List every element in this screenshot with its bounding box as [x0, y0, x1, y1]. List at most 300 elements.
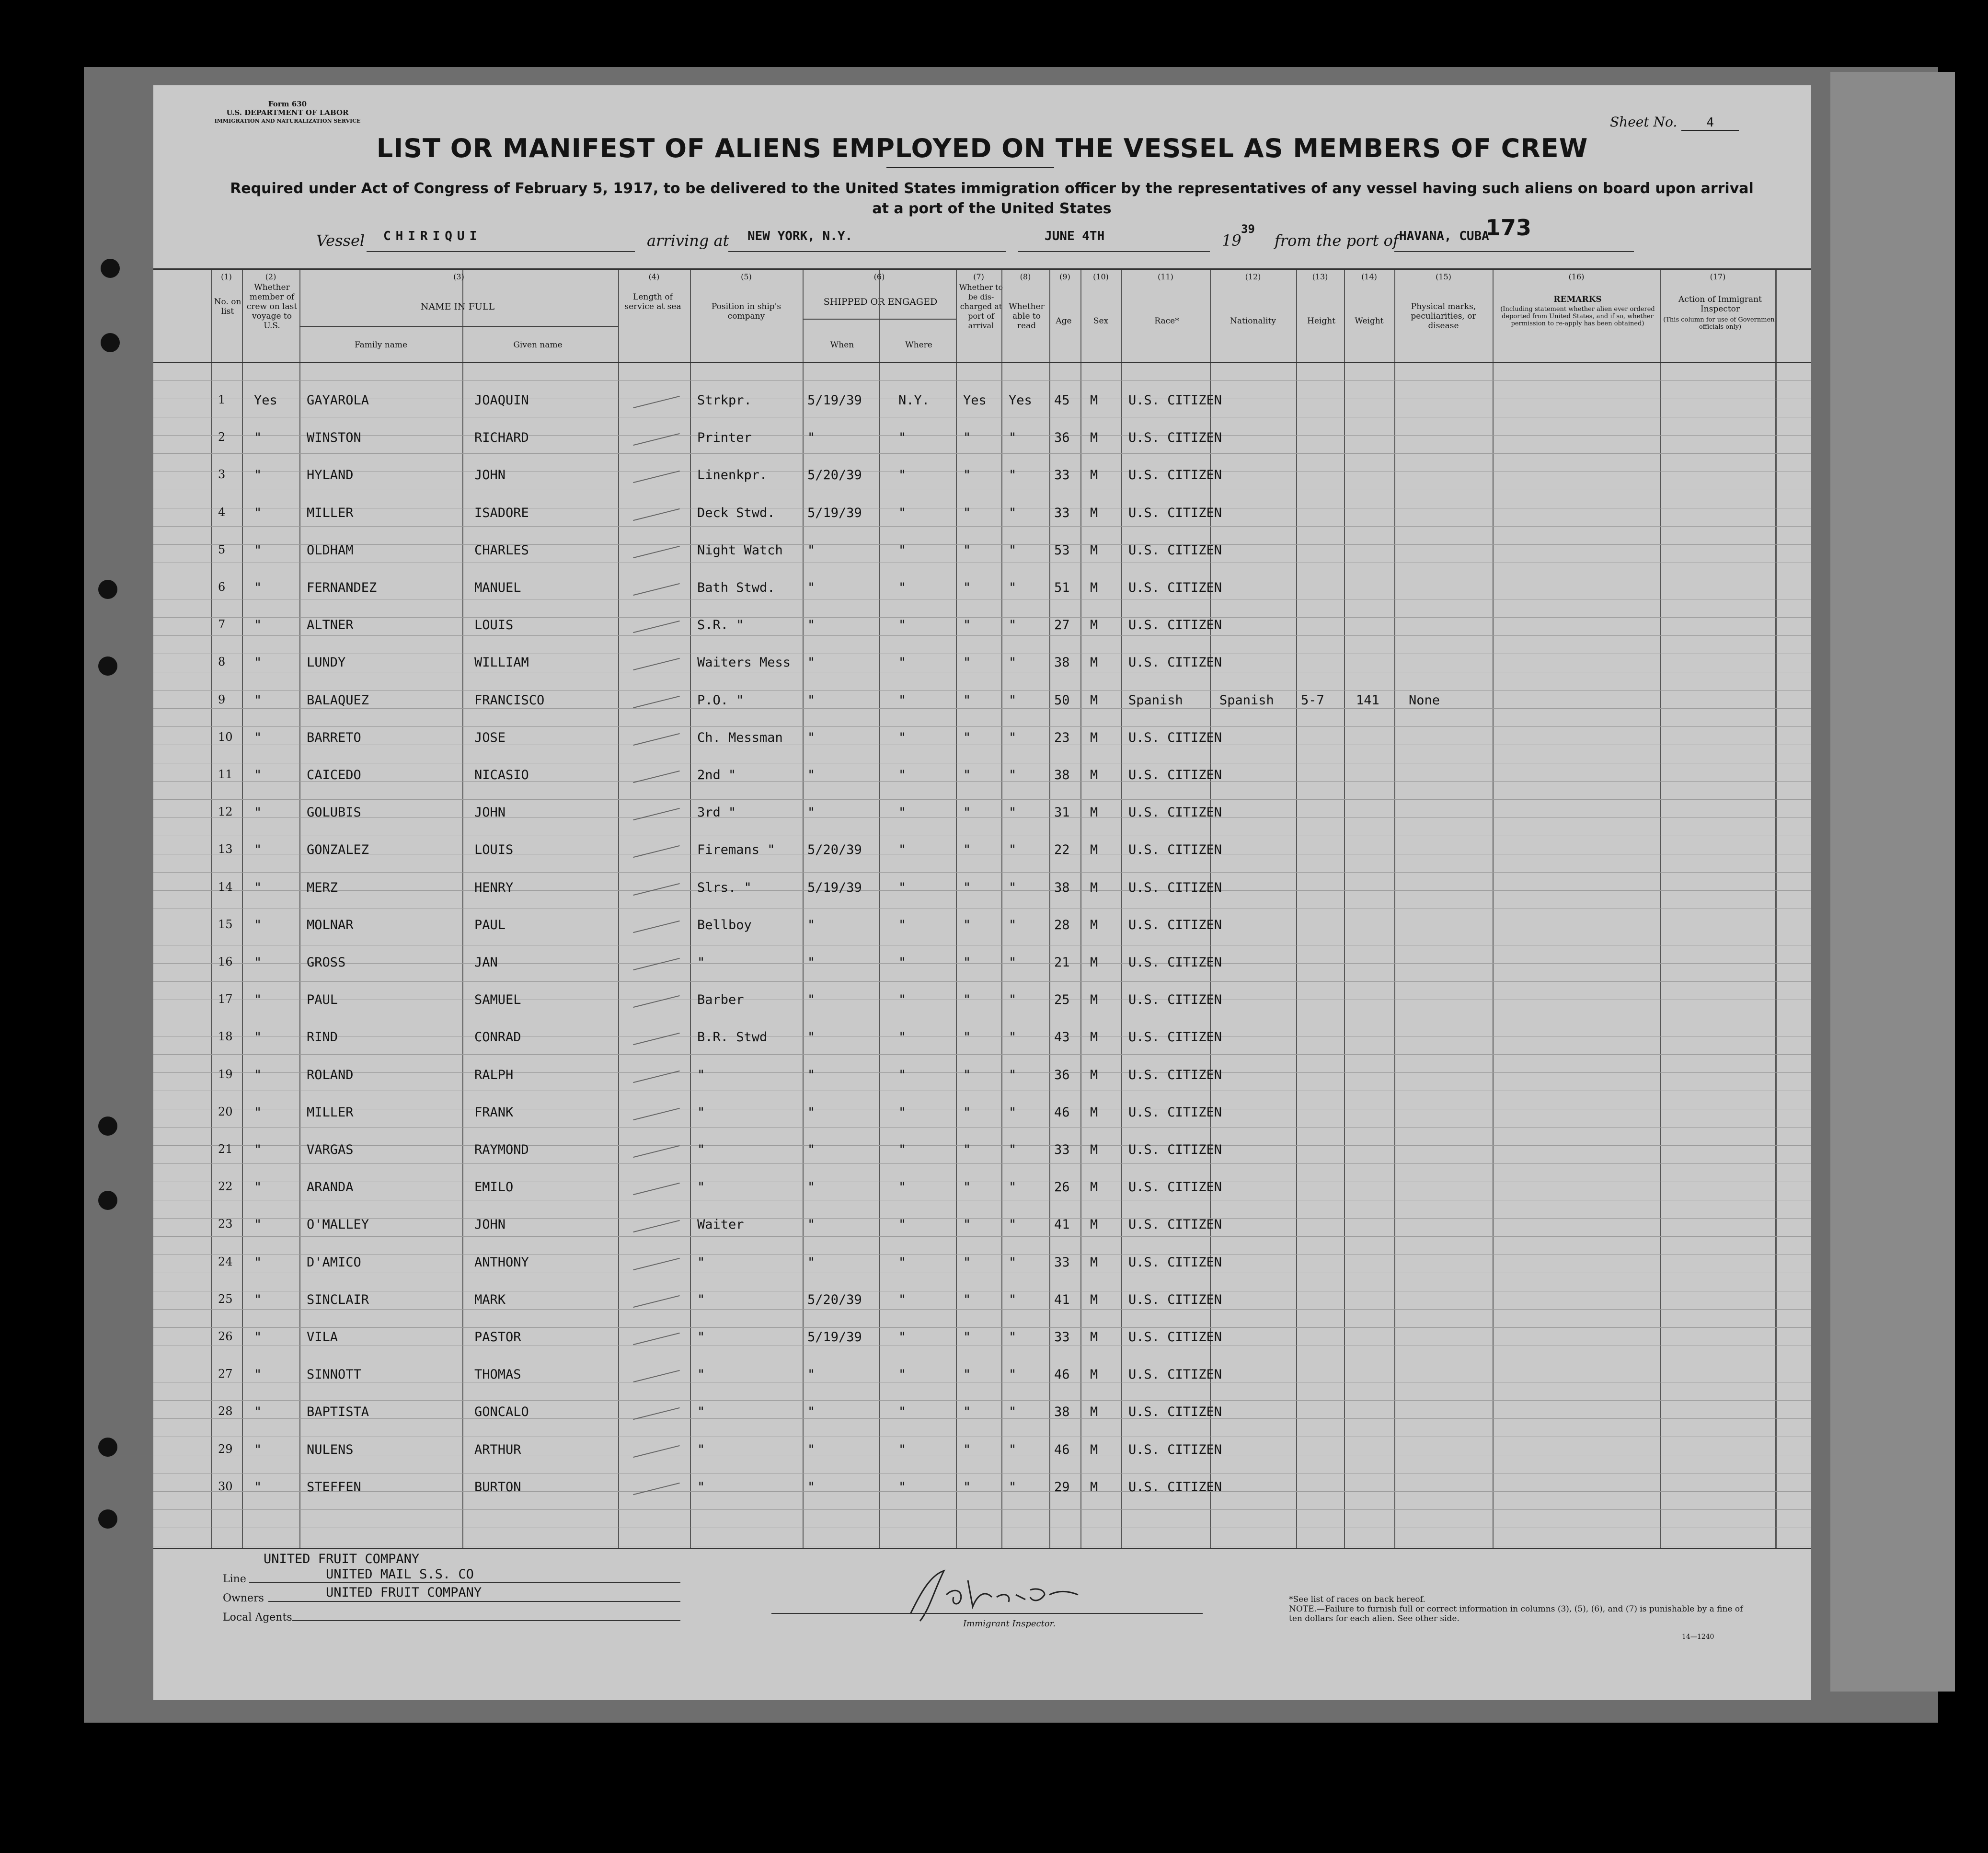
cell-shipped-when: " — [807, 1367, 816, 1382]
table-row — [153, 430, 1811, 449]
cell-position: Waiter — [697, 1217, 744, 1232]
table-ruling — [153, 1509, 1811, 1510]
cell-sex: M — [1090, 618, 1098, 633]
table-column-rule — [690, 268, 691, 1548]
cell-family-name: ALTNER — [307, 618, 354, 633]
column-number: (11) — [1158, 272, 1173, 281]
cell-race: U.S. CITIZEN — [1128, 1442, 1222, 1457]
cell-able-to-read: " — [1009, 618, 1017, 633]
cell-race: U.S. CITIZEN — [1128, 1404, 1222, 1420]
cell-given-name: ISADORE — [474, 505, 529, 520]
cell-race: U.S. CITIZEN — [1128, 1292, 1222, 1307]
cell-position: Waiters Mess — [697, 655, 791, 670]
cell-position: " — [697, 1292, 705, 1307]
cell-able-to-read: " — [1009, 1404, 1017, 1420]
cell-member-last-voyage: " — [254, 655, 262, 670]
table-column-rule — [803, 268, 804, 1548]
cell-discharged: " — [963, 1180, 971, 1195]
cell-shipped-where: " — [898, 542, 907, 558]
table-column-rule — [1049, 268, 1050, 1548]
table-ruling — [153, 872, 1811, 873]
cell-row-number: 1 — [218, 393, 226, 406]
column-number: (17) — [1710, 272, 1726, 281]
cell-shipped-when: " — [807, 1442, 816, 1457]
length-of-service-mark — [633, 771, 680, 783]
manifest-sheet — [153, 85, 1811, 1700]
table-column-rule — [1296, 268, 1297, 1548]
cell-age: 43 — [1054, 1030, 1070, 1045]
cell-shipped-when: " — [807, 580, 816, 595]
col-header-shipped: SHIPPED OR ENGAGED — [823, 297, 938, 307]
cell-shipped-where: " — [898, 730, 907, 745]
cell-age: 33 — [1054, 1255, 1070, 1270]
col-header-age: Age — [1056, 316, 1072, 326]
cell-age: 41 — [1054, 1217, 1070, 1232]
year-suffix: 39 — [1241, 222, 1255, 236]
cell-able-to-read: " — [1009, 655, 1017, 670]
cell-member-last-voyage: " — [254, 917, 262, 932]
cell-family-name: CAICEDO — [307, 768, 361, 783]
cell-member-last-voyage: " — [254, 692, 262, 708]
cell-race: U.S. CITIZEN — [1128, 955, 1222, 970]
table-column-rule — [211, 268, 212, 1548]
list-number: 173 — [1485, 215, 1532, 241]
cell-able-to-read: " — [1009, 1255, 1017, 1270]
cell-member-last-voyage: " — [254, 542, 262, 558]
cell-member-last-voyage: " — [254, 1442, 262, 1457]
cell-age: 33 — [1054, 468, 1070, 483]
cell-shipped-where: N.Y. — [898, 393, 930, 408]
cell-given-name: RICHARD — [474, 430, 529, 446]
cell-discharged: " — [963, 542, 971, 558]
cell-discharged: Yes — [963, 393, 987, 408]
cell-shipped-when: " — [807, 1404, 816, 1420]
arriving-port: NEW YORK, N.Y. — [747, 229, 853, 243]
cell-age: 29 — [1054, 1479, 1070, 1495]
length-of-service-mark — [633, 958, 680, 970]
cell-discharged: " — [963, 917, 971, 932]
cell-sex: M — [1090, 393, 1098, 408]
cell-given-name: BURTON — [474, 1479, 521, 1495]
cell-discharged: " — [963, 505, 971, 520]
inspector-label: Immigrant Inspector. — [963, 1619, 1056, 1629]
cell-given-name: EMILO — [474, 1180, 514, 1195]
table-column-rule — [1121, 268, 1122, 1548]
column-number: (16) — [1568, 272, 1585, 281]
cell-able-to-read: " — [1009, 1105, 1017, 1120]
cell-shipped-when: 5/19/39 — [807, 880, 862, 895]
cell-discharged: " — [963, 655, 971, 670]
vessel-name: CHIRIQUI — [383, 229, 482, 243]
cell-position: " — [697, 1367, 705, 1382]
cell-member-last-voyage: " — [254, 1217, 262, 1232]
cell-given-name: JOSE — [474, 730, 506, 745]
cell-sex: M — [1090, 1292, 1098, 1307]
table-row — [153, 1292, 1811, 1312]
cell-discharged: " — [963, 842, 971, 858]
cell-row-number: 8 — [218, 655, 226, 669]
table-row — [153, 880, 1811, 899]
cell-age: 33 — [1054, 1142, 1070, 1157]
cell-race: U.S. CITIZEN — [1128, 1105, 1222, 1120]
cell-race: U.S. CITIZEN — [1128, 505, 1222, 520]
cell-member-last-voyage: " — [254, 430, 262, 446]
cell-position: 2nd " — [697, 768, 736, 783]
sheet-number — [1610, 114, 1739, 131]
cell-member-last-voyage: " — [254, 992, 262, 1008]
table-row — [153, 1367, 1811, 1386]
length-of-service-mark — [633, 1220, 680, 1232]
cell-row-number: 28 — [218, 1404, 233, 1418]
cell-given-name: FRANK — [474, 1105, 514, 1120]
table-column-rule — [1394, 268, 1395, 1548]
cell-sex: M — [1090, 1479, 1098, 1495]
cell-sex: M — [1090, 580, 1098, 595]
cell-family-name: RIND — [307, 1030, 338, 1045]
cell-position: Barber — [697, 992, 744, 1008]
cell-member-last-voyage: " — [254, 1030, 262, 1045]
arriving-label: arriving at — [647, 231, 729, 250]
cell-position: Printer — [697, 430, 752, 446]
cell-shipped-where: " — [898, 1255, 907, 1270]
col-header-where: Where — [905, 340, 932, 350]
cell-shipped-when: 5/19/39 — [807, 1330, 862, 1345]
length-of-service-mark — [633, 1108, 680, 1120]
length-of-service-mark — [633, 546, 680, 558]
cell-able-to-read: " — [1009, 730, 1017, 745]
cell-family-name: O'MALLEY — [307, 1217, 369, 1232]
col-header-action: Action of Immigrant Inspector — [1678, 295, 1762, 314]
from-port: HAVANA, CUBA — [1399, 229, 1489, 243]
cell-given-name: CONRAD — [474, 1030, 521, 1045]
col-header-remarks-note: (Including statement whether alien ever ordered deported from United States, and if so, whether permission to re-apply has been obtained) — [1500, 306, 1655, 327]
cell-row-number: 10 — [218, 730, 233, 744]
table-row — [153, 1480, 1811, 1499]
cell-shipped-where: " — [898, 842, 907, 858]
punch-hole — [98, 656, 117, 676]
cell-discharged: " — [963, 1479, 971, 1495]
cell-shipped-when: " — [807, 1180, 816, 1195]
table-column-rule — [1210, 268, 1211, 1548]
cell-row-number: 14 — [218, 880, 233, 894]
cell-age: 26 — [1054, 1180, 1070, 1195]
table-row — [153, 1404, 1811, 1424]
length-of-service-mark — [633, 1483, 680, 1495]
cell-able-to-read: " — [1009, 842, 1017, 858]
print-code: 14—1240 — [1682, 1633, 1714, 1641]
cell-member-last-voyage: Yes — [254, 393, 277, 408]
cell-age: 50 — [1054, 692, 1070, 708]
penalty-note: NOTE.—Failure to furnish full or correct information in columns (3), (5), (6), and (7) is punishable by a fine of ten dollars for each alien. See other side. — [1289, 1604, 1743, 1623]
cell-discharged: " — [963, 880, 971, 895]
cell-given-name: THOMAS — [474, 1367, 521, 1382]
cell-member-last-voyage: " — [254, 730, 262, 745]
cell-race: U.S. CITIZEN — [1128, 1255, 1222, 1270]
cell-sex: M — [1090, 692, 1098, 708]
cell-race: U.S. CITIZEN — [1128, 880, 1222, 895]
cell-family-name: PAUL — [307, 992, 338, 1008]
table-ruling — [153, 1163, 1811, 1164]
cell-row-number: 3 — [218, 468, 226, 482]
length-of-service-mark — [633, 808, 680, 820]
cell-race: U.S. CITIZEN — [1128, 1367, 1222, 1382]
footer-owners-value: UNITED FRUIT COMPANY — [326, 1585, 482, 1600]
cell-shipped-where: " — [898, 955, 907, 970]
length-of-service-mark — [633, 433, 680, 446]
table-row — [153, 506, 1811, 525]
cell-age: 36 — [1054, 1067, 1070, 1082]
cell-family-name: MILLER — [307, 1105, 354, 1120]
cell-sex: M — [1090, 1217, 1098, 1232]
table-row — [153, 655, 1811, 674]
cell-shipped-when: 5/20/39 — [807, 468, 862, 483]
cell-sex: M — [1090, 468, 1098, 483]
length-of-service-mark — [633, 1145, 680, 1158]
cell-able-to-read: " — [1009, 542, 1017, 558]
cell-age: 25 — [1054, 992, 1070, 1008]
cell-given-name: GONCALO — [474, 1404, 529, 1420]
cell-position: " — [697, 1404, 705, 1420]
cell-member-last-voyage: " — [254, 505, 262, 520]
col-header-sex: Sex — [1093, 316, 1109, 326]
cell-position: Linenkpr. — [697, 468, 768, 483]
cell-able-to-read: " — [1009, 955, 1017, 970]
length-of-service-mark — [633, 1333, 680, 1345]
cell-race: U.S. CITIZEN — [1128, 1067, 1222, 1082]
length-of-service-mark — [633, 696, 680, 708]
cell-shipped-where: " — [898, 1030, 907, 1045]
cell-position: 3rd " — [697, 805, 736, 820]
cell-member-last-voyage: " — [254, 468, 262, 483]
cell-position: P.O. " — [697, 692, 744, 708]
cell-family-name: BAPTISTA — [307, 1404, 369, 1420]
cell-shipped-where: " — [898, 1367, 907, 1382]
cell-shipped-when: 5/20/39 — [807, 842, 862, 858]
cell-able-to-read: " — [1009, 880, 1017, 895]
cell-age: 53 — [1054, 542, 1070, 558]
cell-sex: M — [1090, 1142, 1098, 1157]
cell-sex: M — [1090, 1180, 1098, 1195]
cell-race: U.S. CITIZEN — [1128, 768, 1222, 783]
cell-position: S.R. " — [697, 618, 744, 633]
cell-able-to-read: " — [1009, 805, 1017, 820]
length-of-service-mark — [633, 995, 680, 1008]
cell-sex: M — [1090, 992, 1098, 1008]
cell-shipped-when: " — [807, 618, 816, 633]
col-header-member: Whether member of crew on last voyage to U.S. — [246, 283, 298, 331]
table-column-rule — [1344, 268, 1345, 1548]
cell-age: 38 — [1054, 768, 1070, 783]
cell-race: U.S. CITIZEN — [1128, 468, 1222, 483]
column-number: (13) — [1312, 272, 1328, 281]
length-of-service-mark — [633, 471, 680, 483]
cell-shipped-where: " — [898, 580, 907, 595]
cell-able-to-read: " — [1009, 1142, 1017, 1157]
cell-row-number: 24 — [218, 1255, 233, 1268]
table-row — [153, 1030, 1811, 1049]
cell-able-to-read: " — [1009, 580, 1017, 595]
cell-race: U.S. CITIZEN — [1128, 393, 1222, 408]
cell-shipped-when: " — [807, 730, 816, 745]
cell-given-name: NICASIO — [474, 768, 529, 783]
cell-shipped-where: " — [898, 1067, 907, 1082]
cell-member-last-voyage: " — [254, 580, 262, 595]
cell-discharged: " — [963, 1330, 971, 1345]
table-column-rule — [1001, 268, 1002, 1548]
cell-given-name: JOAQUIN — [474, 393, 529, 408]
cell-shipped-where: " — [898, 1180, 907, 1195]
cell-row-number: 30 — [218, 1479, 233, 1493]
cell-race: U.S. CITIZEN — [1128, 842, 1222, 858]
table-row — [153, 1068, 1811, 1087]
length-of-service-mark — [633, 1445, 680, 1458]
name-subheader-rule — [299, 326, 618, 327]
cell-given-name: LOUIS — [474, 842, 514, 858]
cell-member-last-voyage: " — [254, 1067, 262, 1082]
cell-age: 27 — [1054, 618, 1070, 633]
cell-position: " — [697, 1330, 705, 1345]
cell-race: U.S. CITIZEN — [1128, 730, 1222, 745]
cell-discharged: " — [963, 768, 971, 783]
cell-race: Spanish — [1128, 692, 1183, 708]
cell-discharged: " — [963, 1067, 971, 1082]
table-column-rule — [1080, 268, 1081, 1548]
cell-age: 36 — [1054, 430, 1070, 446]
footer-owners-label: Owners — [223, 1592, 264, 1604]
cell-position: B.R. Stwd — [697, 1030, 768, 1045]
cell-sex: M — [1090, 805, 1098, 820]
footer-company: UNITED FRUIT COMPANY — [264, 1552, 420, 1566]
cell-sex: M — [1090, 1404, 1098, 1420]
cell-sex: M — [1090, 1255, 1098, 1270]
cell-shipped-where: " — [898, 1479, 907, 1495]
title-underline — [886, 167, 1054, 168]
cell-sex: M — [1090, 1105, 1098, 1120]
cell-shipped-where: " — [898, 1404, 907, 1420]
column-number: (6) — [873, 272, 885, 281]
cell-family-name: FERNANDEZ — [307, 580, 377, 595]
table-ruling — [153, 1127, 1811, 1128]
cell-able-to-read: " — [1009, 1217, 1017, 1232]
cell-row-number: 17 — [218, 992, 233, 1006]
length-of-service-mark — [633, 845, 680, 858]
column-number: (12) — [1245, 272, 1261, 281]
punch-hole — [98, 1116, 117, 1136]
cell-row-number: 22 — [218, 1180, 233, 1194]
cell-discharged: " — [963, 430, 971, 446]
cell-age: 38 — [1054, 880, 1070, 895]
cell-able-to-read: " — [1009, 468, 1017, 483]
cell-member-last-voyage: " — [254, 1105, 262, 1120]
crew-table — [153, 268, 1811, 1548]
cell-position: " — [697, 1067, 705, 1082]
cell-given-name: FRANCISCO — [474, 692, 545, 708]
table-ruling — [153, 526, 1811, 527]
cell-sex: M — [1090, 1442, 1098, 1457]
footer-note — [1289, 1595, 1749, 1623]
cell-given-name: SAMUEL — [474, 992, 521, 1008]
table-ruling — [153, 726, 1811, 727]
cell-able-to-read: " — [1009, 1479, 1017, 1495]
length-of-service-mark — [633, 1258, 680, 1270]
cell-given-name: LOUIS — [474, 618, 514, 633]
cell-race: U.S. CITIZEN — [1128, 1330, 1222, 1345]
cell-shipped-where: " — [898, 1142, 907, 1157]
cell-shipped-when: 5/19/39 — [807, 393, 862, 408]
cell-family-name: SINCLAIR — [307, 1292, 369, 1307]
cell-shipped-when: " — [807, 1255, 816, 1270]
cell-shipped-where: " — [898, 468, 907, 483]
cell-able-to-read: " — [1009, 992, 1017, 1008]
table-column-rule — [299, 268, 300, 1548]
cell-age: 41 — [1054, 1292, 1070, 1307]
inspector-underline — [771, 1595, 1203, 1614]
cell-discharged: " — [963, 468, 971, 483]
cell-age: 33 — [1054, 505, 1070, 520]
cell-age: 33 — [1054, 1330, 1070, 1345]
table-column-rule — [462, 268, 463, 1548]
cell-sex: M — [1090, 542, 1098, 558]
column-number: (3) — [453, 272, 464, 281]
cell-shipped-when: " — [807, 992, 816, 1008]
cell-sex: M — [1090, 730, 1098, 745]
cell-sex: M — [1090, 505, 1098, 520]
cell-race: U.S. CITIZEN — [1128, 1180, 1222, 1195]
cell-discharged: " — [963, 580, 971, 595]
cell-family-name: HYLAND — [307, 468, 354, 483]
cell-shipped-when: " — [807, 1142, 816, 1157]
vessel-label: Vessel — [316, 231, 365, 250]
table-row — [153, 1105, 1811, 1124]
cell-shipped-where: " — [898, 768, 907, 783]
cell-position: " — [697, 1255, 705, 1270]
cell-shipped-where: " — [898, 618, 907, 633]
length-of-service-mark — [633, 396, 680, 408]
cell-shipped-when: " — [807, 1030, 816, 1045]
cell-shipped-where: " — [898, 1292, 907, 1307]
cell-shipped-where: " — [898, 505, 907, 520]
cell-age: 38 — [1054, 655, 1070, 670]
department-name: U.S. DEPARTMENT OF LABOR — [226, 108, 349, 117]
length-of-service-mark — [633, 921, 680, 933]
cell-row-number: 18 — [218, 1030, 233, 1044]
cell-age: 28 — [1054, 917, 1070, 932]
cell-discharged: " — [963, 1217, 971, 1232]
cell-sex: M — [1090, 842, 1098, 858]
cell-row-number: 27 — [218, 1367, 233, 1381]
cell-nationality: Spanish — [1219, 692, 1274, 708]
cell-sex: M — [1090, 880, 1098, 895]
cell-member-last-voyage: " — [254, 1292, 262, 1307]
cell-sex: M — [1090, 655, 1098, 670]
cell-sex: M — [1090, 955, 1098, 970]
cell-able-to-read: " — [1009, 1442, 1017, 1457]
cell-family-name: MOLNAR — [307, 917, 354, 932]
cell-discharged: " — [963, 1142, 971, 1157]
cell-member-last-voyage: " — [254, 880, 262, 895]
cell-member-last-voyage: " — [254, 1330, 262, 1345]
cell-age: 45 — [1054, 393, 1070, 408]
column-number: (8) — [1020, 272, 1031, 281]
column-number: (9) — [1059, 272, 1070, 281]
column-number: (14) — [1361, 272, 1377, 281]
cell-given-name: JOHN — [474, 468, 506, 483]
punch-hole — [98, 1509, 117, 1529]
sheet-number-label: Sheet No. — [1610, 114, 1678, 130]
cell-row-number: 15 — [218, 917, 233, 931]
punch-hole — [98, 1438, 117, 1457]
length-of-service-mark — [633, 621, 680, 633]
